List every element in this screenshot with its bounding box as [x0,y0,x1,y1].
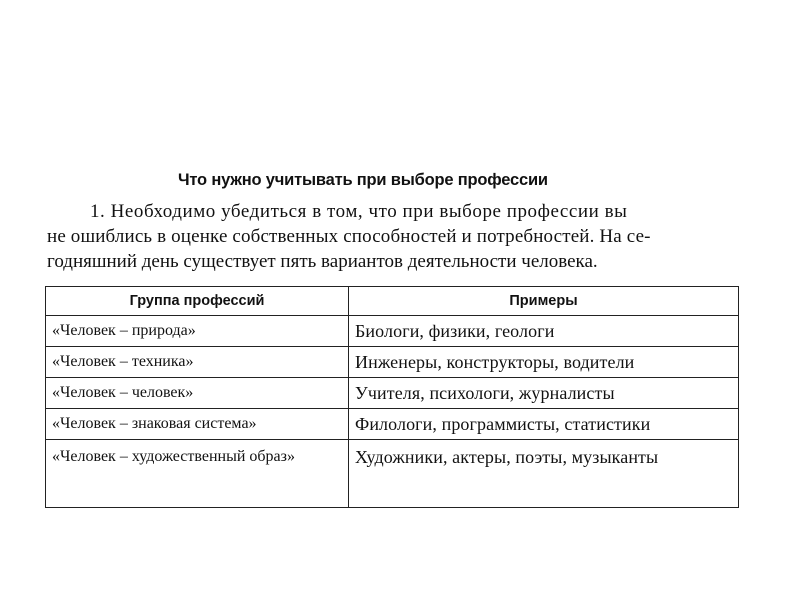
cell-group: «Человек – художественный образ» [46,440,349,508]
column-header-examples: Примеры [349,287,739,316]
cell-group: «Человек – природа» [46,316,349,347]
table-header-row [46,287,739,316]
paragraph-line-1: 1. Необходимо убедиться в том, что при выборе профессии вы [90,201,628,222]
document-heading: Что нужно учитывать при выборе профессии [178,171,548,189]
table-row [46,347,739,378]
cell-examples: Инженеры, конструкторы, водители [349,347,739,378]
cell-examples: Филологи, программисты, статистики [349,409,739,440]
paragraph-line-3: годняшний день существует пять вариантов деятельности человека. [47,251,598,272]
cell-examples: Художники, актеры, поэты, музыканты [349,440,739,508]
cell-group: «Человек – человек» [46,378,349,409]
table-row [46,316,739,347]
table-row [46,378,739,409]
table-row [46,409,739,440]
cell-group: «Человек – техника» [46,347,349,378]
professions-table [45,286,739,508]
cell-group: «Человек – знаковая система» [46,409,349,440]
table-row [46,440,739,508]
cell-examples: Учителя, психологи, журналисты [349,378,739,409]
paragraph-line-2: не ошиблись в оценке собственных способностей и потребностей. На се- [47,226,651,247]
cell-examples: Биологи, физики, геологи [349,316,739,347]
column-header-group: Группа профессий [46,287,349,316]
